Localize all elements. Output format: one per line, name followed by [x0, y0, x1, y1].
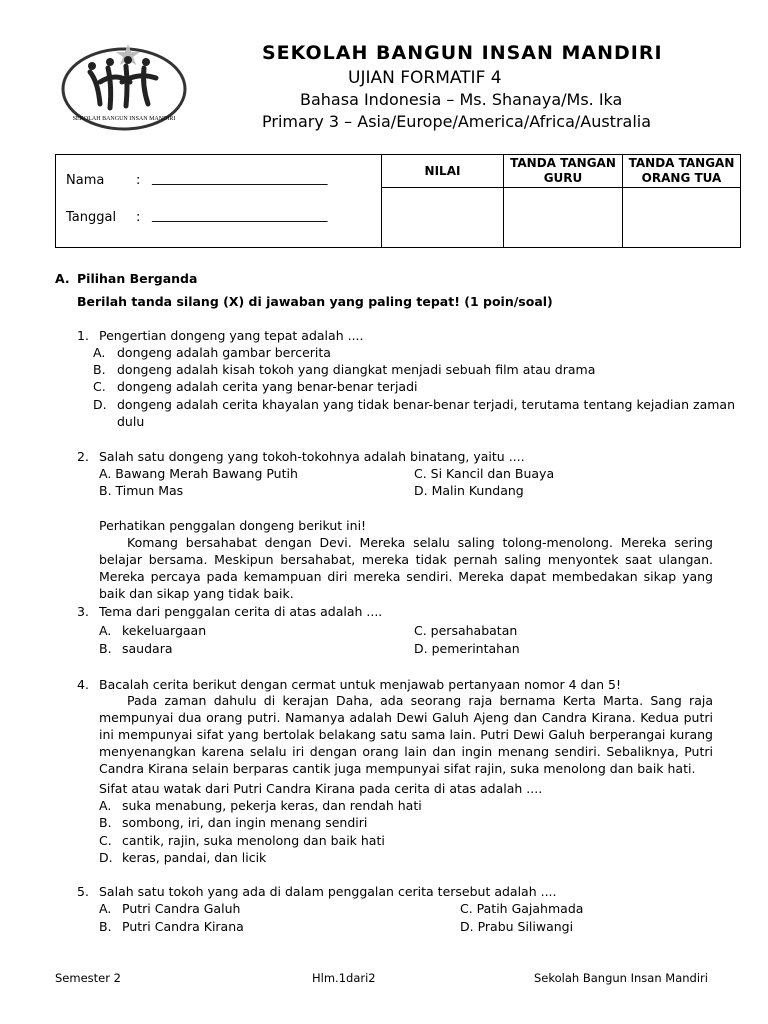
footer-page: Hlm.1dari2: [312, 971, 376, 985]
date-label: Tanggal: [66, 210, 117, 225]
q4-option-d-letter: D.: [99, 850, 113, 865]
parent-signature-cell[interactable]: [623, 188, 741, 248]
q3-option-b[interactable]: saudara: [122, 641, 173, 656]
q5-number: 5.: [77, 884, 89, 899]
subject-line: Bahasa Indonesia – Ms. Shanaya/Ms. Ika: [300, 90, 623, 109]
q3-option-c[interactable]: C. persahabatan: [414, 623, 518, 638]
q5-option-b-letter: B.: [99, 919, 112, 934]
identity-box: [55, 154, 741, 248]
q4-number: 4.: [77, 677, 89, 692]
q1-number: 1.: [77, 328, 89, 343]
q2-option-d[interactable]: D. Malin Kundang: [414, 483, 524, 498]
q1-option-a-letter: A.: [93, 345, 106, 360]
q3-option-a-letter: A.: [99, 623, 112, 638]
q5-text: Salah satu tokoh yang ada di dalam penggalan cerita tersebut adalah ....: [99, 884, 557, 899]
parent-sig-line1: TANDA TANGAN: [628, 156, 735, 170]
q3-option-d[interactable]: D. pemerintahan: [414, 641, 520, 656]
footer-semester: Semester 2: [55, 971, 121, 985]
q1-option-c[interactable]: dongeng adalah cerita yang benar-benar terjadi: [117, 379, 418, 394]
classes-line: Primary 3 – Asia/Europe/America/Africa/Australia: [262, 112, 652, 131]
school-name: SEKOLAH BANGUN INSAN MANDIRI: [262, 42, 663, 64]
q4-option-d[interactable]: keras, pandai, dan licik: [122, 850, 267, 865]
teacher-sig-line1: TANDA TANGAN: [510, 156, 616, 170]
name-label: Nama: [66, 173, 105, 188]
school-logo: [60, 42, 188, 132]
q4-text: Bacalah cerita berikut dengan cermat untuk menjawab pertanyaan nomor 4 dan 5!: [99, 677, 621, 692]
score-header: NILAI: [382, 155, 504, 188]
q1-option-d[interactable]: dongeng adalah cerita khayalan yang tidak benar-benar terjadi, terutama tentang kejadian zaman: [117, 397, 736, 412]
q4-option-b-letter: B.: [99, 815, 112, 830]
teacher-signature-cell[interactable]: [504, 188, 623, 248]
q2-text: Salah satu dongeng yang tokoh-tokohnya adalah binatang, yaitu ....: [99, 449, 525, 464]
q1-option-b[interactable]: dongeng adalah kisah tokoh yang diangkat menjadi sebuah film atau drama: [117, 362, 596, 377]
q1-option-a[interactable]: dongeng adalah gambar bercerita: [117, 345, 331, 360]
score-cell[interactable]: [382, 188, 504, 248]
date-field[interactable]: ___________________________: [152, 208, 328, 223]
q5-option-b[interactable]: Putri Candra Kirana: [122, 919, 244, 934]
q3-text: Tema dari penggalan cerita di atas adalah ....: [99, 604, 383, 619]
q5-option-d[interactable]: D. Prabu Siliwangi: [460, 919, 574, 934]
q4-passage: Pada zaman dahulu di kerajan Daha, ada seorang raja bernama Kerta Marta. Sang raja mempunyai dua orang putri. Namanya adalah Dewi Galuh Ajeng dan Candra Kirana. Kedua putri ini mempunyai sifat yang bertolak belakang satu sama lain. Putri Dewi Galuh berperangai kurang menyenangkan karena selalu iri dengan orang lain dan ingin menang sendiri. Sebaliknya, Putri Candra Kirana selain berparas cantik juga mempunyai sifat rajin, suka menolong dan baik hati.: [99, 693, 713, 776]
q1-option-d-cont: dulu: [117, 414, 145, 429]
q4-option-a-letter: A.: [99, 798, 112, 813]
parent-sig-line2: ORANG TUA: [641, 171, 722, 185]
logo-caption: SEKOLAH BANGUN INSAN MANDIRI: [72, 116, 176, 122]
q3-option-a[interactable]: kekeluargaan: [122, 623, 207, 638]
passage1-text: Komang bersahabat dengan Devi. Mereka selalu saling tolong-menolong. Mereka sering belajar bersama. Meskipun bersahabat, mereka tidak pernah saling menyontek saat ulangan. Mereka percaya pada kemampuan diri mereka sendiri. Mereka dapat membedakan sikap yang baik dan sikap yang tidak baik.: [99, 535, 713, 601]
name-field[interactable]: ___________________________: [152, 171, 328, 186]
q3-number: 3.: [77, 604, 89, 619]
q3-option-b-letter: B.: [99, 641, 112, 656]
q2-number: 2.: [77, 449, 89, 464]
q2-option-b[interactable]: B. Timun Mas: [99, 483, 184, 498]
q5-option-c[interactable]: C. Patih Gajahmada: [460, 901, 584, 916]
teacher-sig-line2: GURU: [543, 171, 583, 185]
teacher-signature-header: [504, 155, 623, 188]
q4-option-c[interactable]: cantik, rajin, suka menolong dan baik hati: [122, 833, 385, 848]
q4-question: Sifat atau watak dari Putri Candra Kirana pada cerita di atas adalah ....: [99, 781, 543, 796]
q1-text: Pengertian dongeng yang tepat adalah ....: [99, 328, 364, 343]
passage1-intro: Perhatikan penggalan dongeng berikut ini!: [99, 518, 367, 533]
q2-option-a[interactable]: A. Bawang Merah Bawang Putih: [99, 466, 298, 481]
q4-option-a[interactable]: suka menabung, pekerja keras, dan rendah hati: [122, 798, 422, 813]
q1-option-d-letter: D.: [93, 397, 107, 412]
exam-title: UJIAN FORMATIF 4: [348, 68, 502, 88]
q5-option-a[interactable]: Putri Candra Galuh: [122, 901, 241, 916]
name-colon: :: [136, 173, 141, 188]
q1-option-c-letter: C.: [93, 379, 106, 394]
q4-option-b[interactable]: sombong, iri, dan ingin menang sendiri: [122, 815, 368, 830]
date-colon: :: [136, 210, 141, 225]
footer-school: Sekolah Bangun Insan Mandiri: [534, 971, 708, 985]
section-letter: A.: [55, 271, 70, 286]
q5-option-a-letter: A.: [99, 901, 112, 916]
section-title: Pilihan Berganda: [77, 271, 198, 286]
student-info-cell: [56, 155, 382, 248]
parent-signature-header: [623, 155, 741, 188]
q2-option-c[interactable]: C. Si Kancil dan Buaya: [414, 466, 555, 481]
q1-option-b-letter: B.: [93, 362, 106, 377]
section-instruction: Berilah tanda silang (X) di jawaban yang paling tepat! (1 poin/soal): [77, 294, 553, 309]
q4-option-c-letter: C.: [99, 833, 112, 848]
